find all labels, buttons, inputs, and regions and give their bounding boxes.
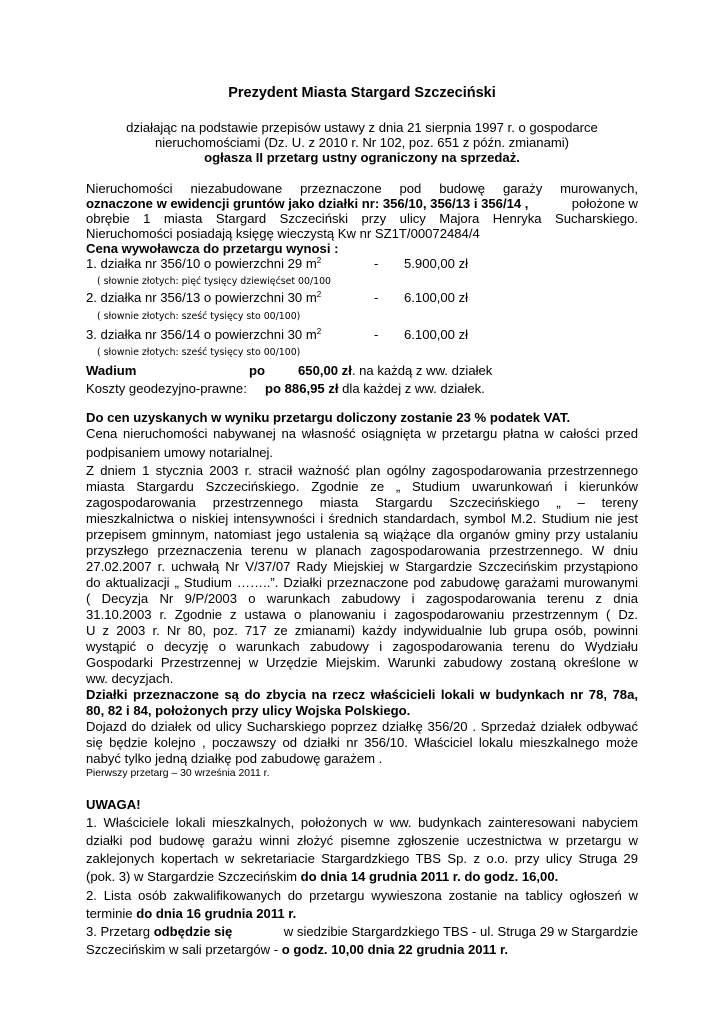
p1-line-1: Nieruchomości niezabudowane przeznaczone pod budowę garaży murowanych, (86, 181, 638, 196)
wadium-rest: . na każdą z ww. działek (351, 363, 493, 378)
dojazd-line-2: się będzie kolejno , poczawszy od działki nr 356/10. Właściciel lokalu mieszkalnego może (86, 735, 638, 750)
dzialki-line-1: Działki przeznaczone są do zbycia na rzecz właścicieli lokali w budynkach nr 78, 78a, (86, 687, 638, 702)
wadium-po: po (249, 363, 265, 378)
document-title: Prezydent Miasta Stargard Szczeciński (228, 85, 496, 101)
dojazd-line-3: nabyć tylko jedną działkę pod zabudowę garażem . (86, 751, 383, 766)
plot-2-row (86, 290, 638, 306)
koszty-label: Koszty geodezyjno-prawne: (86, 381, 247, 396)
u1-line-1: 1. Właściciele lokali mieszkalnych, położonych w ww. budynkach zainteresowani nabyciem (86, 815, 638, 830)
plan-line-10: 31.10.2003 r. Zgodnie z ustawa o planowaniu i zagospodarowaniu przestrzennym ( Dz. (86, 607, 638, 622)
u3-line-1 (86, 924, 638, 940)
parcel-designation: oznaczone w ewidencji gruntów jako działki nr: 356/10, 356/13 i 356/14 , (86, 196, 529, 211)
koszty-amount: po 886,95 zł (265, 381, 339, 396)
intro-line-2: nieruchomościami (Dz. U. z 2010 r. Nr 102, poz. 651 z późn. zmianami) (154, 135, 570, 150)
plot-1-dash: - (374, 256, 379, 271)
plot-1-row (86, 256, 638, 272)
plan-line-14: ww. decyzjach. (86, 671, 174, 686)
wadium-amount: 650,00 zł (298, 363, 352, 378)
plan-line-5: przepisem gminnym, natomiast jego ustalenia są wiążące dla organów gminy przy ustalaniu (86, 527, 638, 542)
koszty-rest: dla każdej z ww. działek. (338, 381, 485, 396)
plan-line-3: zagospodarowania przestrzennego miasta Stargardu Szczecińskiego „ – tereny (86, 495, 638, 510)
plot-1-label: 1. działka nr 356/10 o powierzchni 29 m (86, 256, 317, 271)
u3-start: 3. Przetarg (86, 924, 154, 939)
plan-line-7: 27.02.2007 r. uchwałą Nr V/37/07 Rady Miejskiej w Stargardzie Szczecińskim przystąpiono (86, 559, 638, 574)
vat-notice: Do cen uzyskanych w wyniku przetargu doliczony zostanie 23 % podatek VAT. (86, 410, 571, 425)
plan-line-6: przyszłego przeznaczenia terenu w planach zagospodarowania przestrzennego. W dniu (86, 543, 638, 558)
parcel-location: położone w (571, 196, 638, 211)
plot-2-price: 6.100,00 zł (404, 290, 469, 305)
cena-line-2: podpisaniem umowy notarialnej. (86, 445, 274, 460)
p1-line-3: obrębie 1 miasta Stargard Szczeciński przy ulicy Majora Henryka Sucharskiego. (86, 211, 638, 226)
uwaga-heading: UWAGA! (86, 797, 141, 812)
plan-line-8: do aktualizacji „ Studium ……..”. Działki przeznaczone pod zabudowę garażami murowanymi (86, 575, 638, 590)
p1-line-4: Nieruchomości posiadają księgę wieczystą Kw nr SZ1T/00072484/4 (86, 226, 480, 241)
price-header: Cena wywoławcza do przetargu wynosi : (86, 241, 339, 256)
plot-3-price: 6.100,00 zł (404, 327, 469, 342)
plot-1-price: 5.900,00 zł (404, 256, 469, 271)
u2-line-1: 2. Lista osób zakwalifikowanych do przetargu wywieszona zostanie na tablicy ogłoszeń w (86, 888, 638, 903)
plot-2-label: 2. działka nr 356/13 o powierzchni 30 m (86, 290, 317, 305)
plot-1-words: ( słownie złotych: pięć tysięcy dziewięćset 00/100 (97, 276, 332, 287)
plot-2-dash: - (374, 290, 379, 305)
u1-line-3: zaklejonych kopertach w sekretariacie Stargardzkiego TBS Sp. z o.o. przy ulicy Struga 29 (86, 851, 638, 866)
wadium-row (86, 363, 638, 379)
u1-line-2: działki pod budowę garażu winni złożyć pisemne zgłoszenie uczestnictwa w przetargu w (86, 833, 638, 848)
u3-odbedzie: odbędzie się (153, 924, 233, 939)
u3-location: w siedzibie Stargardzkiego TBS - ul. Struga 29 w Stargardzie (283, 924, 638, 939)
u2-deadline: do dnia 16 grudnia 2011 r. (136, 906, 297, 921)
plot-3-dash: - (374, 327, 379, 342)
p1-line-2 (86, 196, 638, 212)
u1-deadline: do dnia 14 grudnia 2011 r. do godz. 16,00. (300, 869, 559, 884)
u3-line-2-text: Szczecińskim w sali przetargów - (86, 942, 282, 957)
first-tender-note: Pierwszy przetarg – 30 września 2011 r. (86, 768, 270, 779)
u1-line-4 (86, 869, 638, 885)
plot-3-label: 3. działka nr 356/14 o powierzchni 30 m (86, 327, 317, 342)
plan-line-1: Z dniem 1 stycznia 2003 r. stracił ważność plan ogólny zagospodarowania przestrzennego (86, 463, 638, 478)
cena-line-1: Cena nieruchomości nabywanej na własność osiągnięta w przetargu płatna w całości przed (86, 426, 638, 441)
u3-datetime: o godz. 10,00 dnia 22 grudnia 2011 r. (281, 942, 509, 957)
plot-3-words: ( słownie złotych: sześć tysięcy sto 00/100) (97, 347, 301, 358)
plan-line-12: wystąpić o decyzję o warunkach zabudowy i zagospodarowania terenu do Wydziału (86, 639, 638, 654)
plot-2-unit-sup: 2 (316, 290, 322, 299)
dojazd-line-1: Dojazd do działek od ulicy Sucharskiego poprzez działkę 356/20 . Sprzedaż działek odbywać (86, 719, 638, 734)
dzialki-line-2: 80, 82 i 84, położonych przy ulicy Wojska Polskiego. (86, 703, 411, 718)
plot-2-words: ( słownie złotych: sześć tysięcy sto 00/100) (97, 311, 301, 322)
plan-line-2: miasta Stargardu Szczecińskiego. Zgodnie ze „ Studium uwarunkowań i kierunków (86, 479, 638, 494)
plot-3-unit-sup: 2 (316, 327, 322, 336)
intro-announcement: ogłasza II przetarg ustny ograniczony na sprzedaż. (204, 150, 520, 165)
plot-1-unit-sup: 2 (316, 256, 322, 265)
plan-line-13: Gospodarki Przestrzennej w Urzędzie Miejskim. Warunki zabudowy zostaną określone w (86, 655, 638, 670)
u2-line-2-text: terminie (86, 906, 137, 921)
wadium-label: Wadium (86, 363, 137, 378)
u2-line-2 (86, 906, 638, 922)
koszty-row (86, 381, 638, 397)
plan-line-11: U z 2003 r. Nr 80, poz. 717 ze zmianami) każdy indywidualnie lub grupa osób, powinni (86, 623, 638, 638)
plan-line-4: mieszkalnictwa o niskiej intensywności i średnich standardach, symbol M.2. Studium nie jest (86, 511, 638, 526)
plan-line-9: ( Decyzja Nr 9/P/2003 o warunkach zabudowy i zagospodarowania terenu z dnia (86, 591, 638, 606)
u1-line-4-text: (pok. 3) w Stargardzie Szczecińskim (86, 869, 301, 884)
intro-line-1: działając na podstawie przepisów ustawy z dnia 21 sierpnia 1997 r. o gospodarce (126, 120, 598, 135)
u3-line-2 (86, 942, 638, 958)
plot-3-row (86, 327, 638, 343)
